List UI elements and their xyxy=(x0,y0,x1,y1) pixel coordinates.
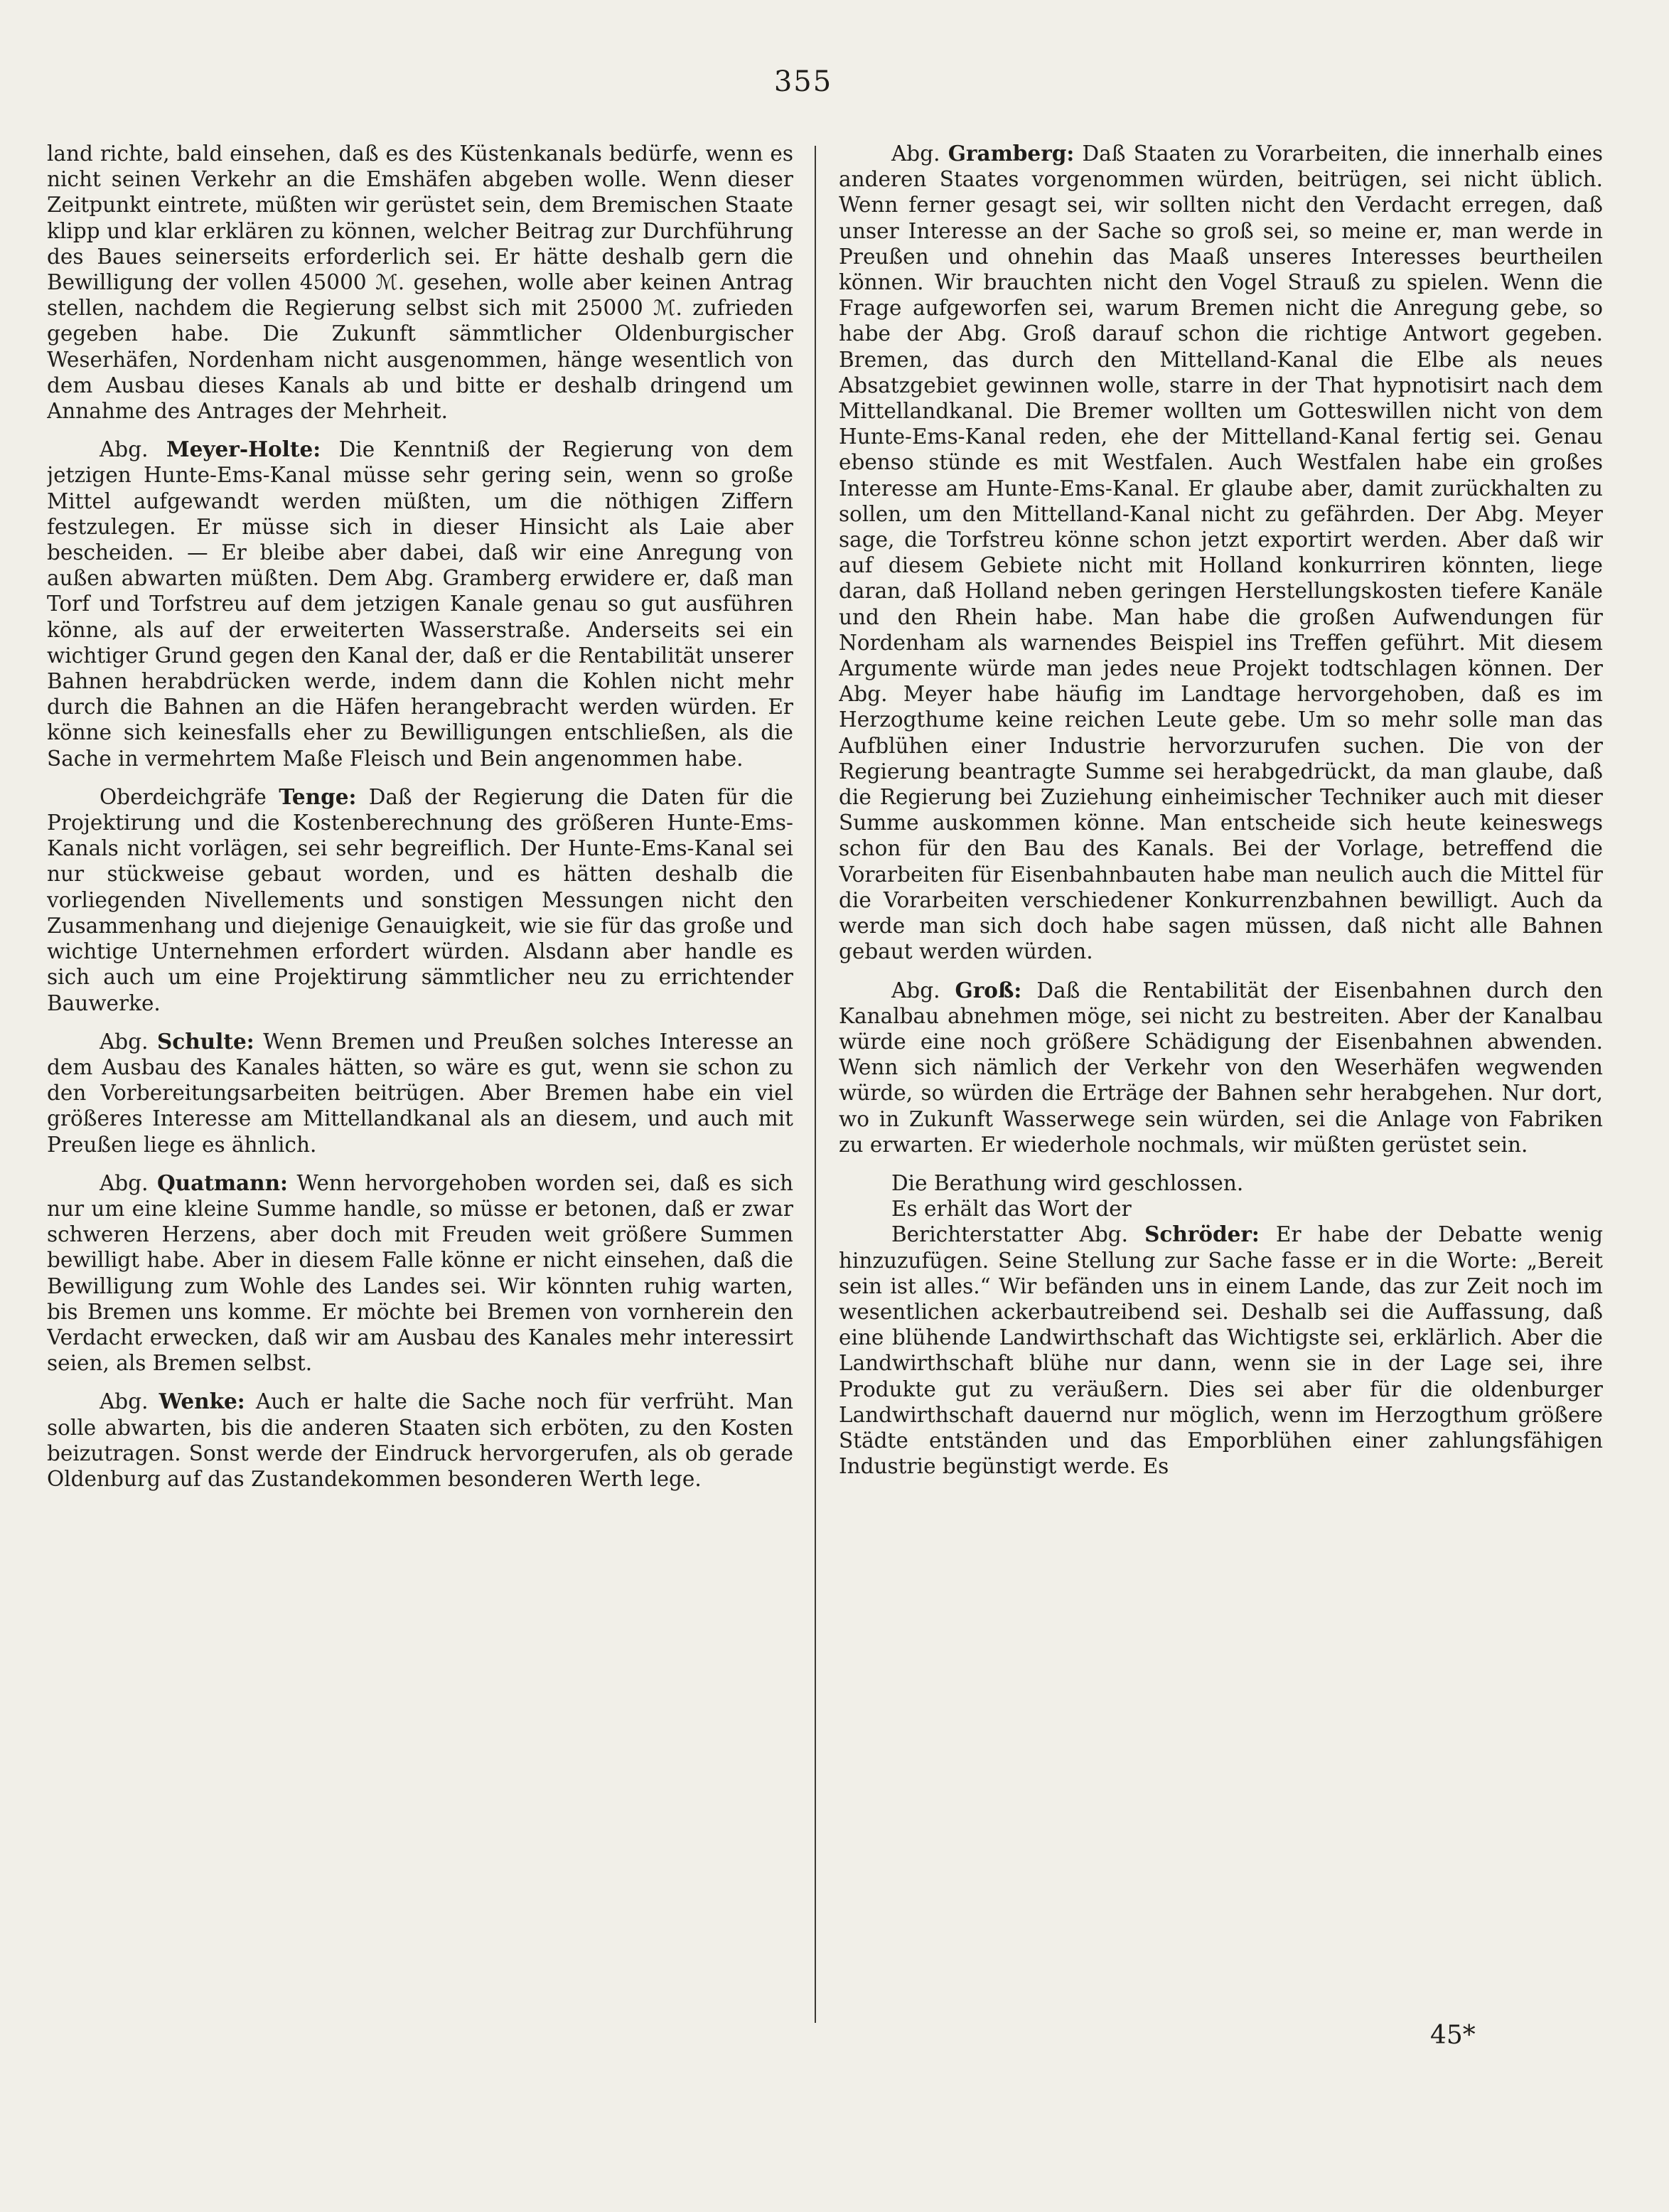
right-column xyxy=(839,141,1603,2025)
paragraph-schroeder xyxy=(839,1222,1603,1479)
paragraph-text: Daß der Regierung die Daten für die Projektirung und die Kostenberechnung des größeren Hunte-Ems-Kanals nicht vorlägen, sei sehr begreiflich. Der Hunte-Ems-Kanal sei nur stückweise gebaut worden, und es hätten deshalb die vorliegenden Nivellements und sonstigen Messungen nicht den Zusammenhang und diejenige Genauigkeit, wie sie für das große und wichtige Unternehmen erfordert würden. Alsdann aber handle es sich auch um eine Projektirung sämmtlicher neu zu errichtender Bauwerke. xyxy=(47,784,793,1015)
signature-mark: 45* xyxy=(1430,2021,1476,2050)
paragraph-text: land richte, bald einsehen, daß es des Küstenkanals bedürfe, wenn es nicht seinen Verkehr an die Emshäfen abgeben wolle. Wenn dieser Zeitpunkt eintrete, müßten wir gerüstet sein, dem Bremischen Staate klipp und klar erklären zu können, welcher Beitrag zur Durchführung des Baues seinerseits erforderlich sei. Er hätte deshalb gern die Bewilligung der vollen 45000 ℳ. gesehen, wolle aber keinen Antrag stellen, nachdem die Regierung selbst sich mit 25000 ℳ. zufrieden gegeben habe. Die Zukunft sämmtlicher Oldenburgischer Weserhäfen, Nordenham nicht ausgenommen, hänge wesentlich von dem Ausbau dieses Kanals ab und bitte er deshalb dringend um Annahme des Antrages der Mehrheit. xyxy=(47,141,793,424)
left-column xyxy=(47,141,793,2025)
speaker-name: Schröder: xyxy=(1144,1222,1260,1247)
paragraph-schulte xyxy=(47,1029,793,1158)
speaker-name: Gramberg: xyxy=(948,141,1075,166)
paragraph-text: Daß Staaten zu Vorarbeiten, die innerhalb eines anderen Staates vorgenommen würden, beitrügen, sei nicht üblich. Wenn ferner gesagt sei, wir sollten nicht den Verdacht erregen, daß unser Interesse an der Sache so groß sei, so meine er, man werde in Preußen und ohnehin das Maaß unseres Interesses beurtheilen können. Wir brauchten nicht den Vogel Strauß zu spielen. Wenn die Frage aufgeworfen sei, warum Bremen nicht die Anregung gebe, so habe der Abg. Groß darauf schon die richtige Antwort gegeben. Bremen, das durch den Mittelland-Kanal die Elbe als neues Absatzgebiet gewinnen wolle, starre in der That hypnotisirt nach dem Mittellandkanal. Die Bremer wollten um Gotteswillen nicht von dem Hunte-Ems-Kanal reden, ehe der Mittelland-Kanal fertig sei. Genau ebenso stünde es mit Westfalen. Auch Westfalen habe ein großes Interesse am Hunte-Ems-Kanal. Er glaube aber, damit zurückhalten zu sollen, um den Mittelland-Kanal nicht zu gefährden. Der Abg. Meyer sage, die Torfstreu könne schon jetzt exportirt werden. Aber daß wir auf diesem Gebiete nicht mit Holland konkurriren könnten, liege daran, daß Holland neben geringen Herstellungskosten tiefere Kanäle und den Rhein habe. Man habe die großen Aufwendungen für Nordenham als warnendes Beispiel ins Treffen geführt. Mit diesem Argumente würde man jedes neue Projekt todtschlagen können. Der Abg. Meyer habe häufig im Landtage hervorgehoben, daß es im Herzogthume keine reichen Leute gebe. Um so mehr solle man das Aufblühen einer Industrie hervorzurufen suchen. Die von der Regierung beantragte Summe sei herabgedrückt, da man glaube, daß die Regierung bei Zuziehung einheimischer Techniker auch mit dieser Summe auskommen könne. Man entscheide sich heute keineswegs schon für den Bau des Kanals. Bei der Vorlage, betreffend die Vorarbeiten für Eisenbahnbauten habe man neulich auch die Mittel für die Vorarbeiten verschiedener Konkurrenzbahnen bewilligt. Auch da werde man sich doch habe sagen müssen, daß nicht alle Bahnen gebaut werden würden. xyxy=(839,141,1603,964)
paragraph-wenke xyxy=(47,1389,793,1492)
paragraph-text: Die Kenntniß der Regierung von dem jetzigen Hunte-Ems-Kanal müsse sehr gering sein, wenn so große Mittel aufgewandt werden müßten, um die nöthigen Ziffern festzulegen. Er müsse sich in dieser Hinsicht als Laie aber bescheiden. — Er bleibe aber dabei, daß wir eine Anregung von außen abwarten müßten. Dem Abg. Gramberg erwidere er, daß man Torf und Torfstreu auf dem jetzigen Kanale genau so gut ausführen könne, als auf der erweiterten Wasserstraße. Anderseits sei ein wichtiger Grund gegen den Kanal der, daß er die Rentabilität unserer Bahnen herabdrücken werde, indem dann die Kohlen nicht mehr durch die Bahnen an die Häfen herangebracht werden würden. Er könne sich keinesfalls eher zu Bewilligungen entschließen, als die Sache in vermehrtem Maße Fleisch und Bein angenommen habe. xyxy=(47,437,793,771)
speaker-prefix: Abg. xyxy=(891,141,940,166)
speaker-name: Meyer-Holte: xyxy=(166,437,321,462)
speaker-prefix: Berichterstatter Abg. xyxy=(891,1222,1128,1247)
procedure-line: Es erhält das Wort der xyxy=(891,1197,1132,1222)
paragraph-tenge xyxy=(47,784,793,1016)
column-divider xyxy=(815,146,816,2023)
procedure-line: Die Berathung wird geschlossen. xyxy=(891,1170,1244,1195)
speaker-name: Tenge: xyxy=(279,784,357,809)
speaker-prefix: Oberdeichgräfe xyxy=(100,784,267,809)
speaker-name: Wenke: xyxy=(159,1389,245,1414)
speaker-name: Quatmann: xyxy=(156,1170,288,1195)
paragraph-text: Daß die Rentabilität der Eisenbahnen durch den Kanalbau abnehmen möge, sei nicht zu bestreiten. Aber der Kanalbau würde eine noch größere Schädigung der Eisenbahnen abwenden. Wenn sich nämlich der Verkehr von den Weserhäfen wegwenden würde, so würden die Erträge der Bahnen sehr herabgehen. Nur dort, wo in Zukunft Wasserwege sein würden, sei die Anlage von Fabriken zu erwarten. Er wiederhole nochmals, wir müßten gerüstet sein. xyxy=(839,978,1603,1157)
paragraph-text: Wenn Bremen und Preußen solches Interesse an dem Ausbau des Kanales hätten, so wäre es gut, wenn sie schon zu den Vorbereitungsarbeiten beitrügen. Aber Bremen habe ein viel größeres Interesse am Mittellandkanal als an diesem, und auch mit Preußen liege es ähnlich. xyxy=(47,1029,793,1157)
paragraph-gramberg xyxy=(839,141,1603,965)
speaker-prefix: Abg. xyxy=(100,1170,149,1195)
speaker-prefix: Abg. xyxy=(100,437,149,462)
speaker-name: Groß: xyxy=(955,977,1022,1003)
paragraph-gross xyxy=(839,978,1603,1158)
paragraph-text: Er habe der Debatte wenig hinzuzufügen. Seine Stellung zur Sache fasse er in die Worte: „Bereit sein ist alles.“ Wir befänden uns in einem Lande, das zur Zeit noch im wesentlichen ackerbautreibend sei. Deshalb sei die Auffassung, daß eine blühende Landwirthschaft das Wichtigste sei, erklärlich. Aber die Landwirthschaft blühe nur dann, wenn sie in der Lage sei, ihre Produkte gut zu veräußern. Dies sei aber für die oldenburger Landwirthschaft dauernd nur möglich, wenn im Herzogthum größere Städte entständen und das Emporblühen einer zahlungsfähigen Industrie begünstigt werde. Es xyxy=(839,1222,1603,1479)
page-number: 355 xyxy=(773,65,833,98)
speaker-prefix: Abg. xyxy=(100,1389,149,1414)
paragraph-text: Auch er halte die Sache noch für verfrüht. Man solle abwarten, bis die anderen Staaten sich erböten, zu den Kosten beizutragen. Sonst werde der Eindruck hervorgerufen, als ob gerade Oldenburg auf das Zustandekommen besonderen Werth lege. xyxy=(47,1389,793,1491)
paragraph-continuation xyxy=(47,141,793,424)
speaker-name: Schulte: xyxy=(156,1028,254,1054)
paragraph-text: Wenn hervorgehoben worden sei, daß es sich nur um eine kleine Summe handle, so müsse er betonen, daß er zwar schweren Herzens, aber doch mit Freuden weit größere Summen bewilligt habe. Aber in diesem Falle könne er nicht einsehen, daß die Bewilligung zum Wohle des Landes sei. Wir könnten ruhig warten, bis Bremen uns komme. Er möchte bei Bremen von vornherein den Verdacht erwecken, daß wir am Ausbau des Kanales mehr interessirt seien, als Bremen selbst. xyxy=(47,1170,793,1376)
paragraph-quatmann xyxy=(47,1170,793,1377)
speaker-prefix: Abg. xyxy=(891,978,940,1003)
paragraph-meyer-holte xyxy=(47,437,793,771)
speaker-prefix: Abg. xyxy=(100,1029,149,1054)
